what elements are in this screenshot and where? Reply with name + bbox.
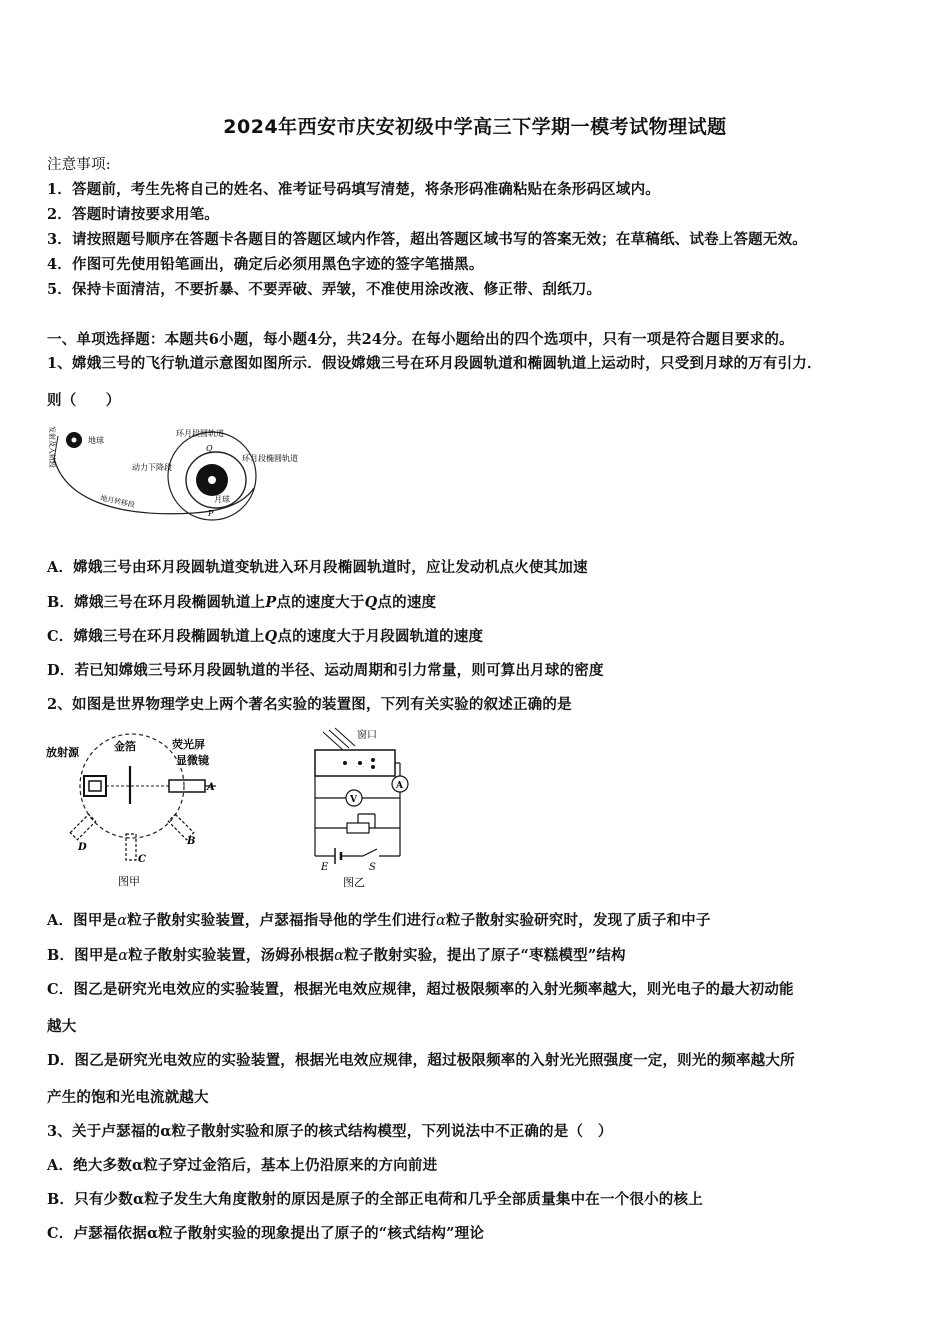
label-c: C	[138, 854, 146, 865]
q2-option-b-post: 粒子散射实验，提出了原子“枣糕模型”结构	[344, 947, 626, 964]
note-item-3: 3．请按照题号顺序在答题卡各题目的答题区域内作答，超出答题区域书写的答案无效；在草稿纸、试卷上答题无效。	[47, 231, 807, 248]
q2-option-b-mid: 粒子散射实验装置，汤姆孙根据	[128, 947, 335, 964]
q3-option-a: A．绝大多数α粒子穿过金箔后，基本上仍沿原来的方向前进	[47, 1157, 438, 1174]
label-ellipse-orbit: 环月段椭圆轨道	[242, 454, 298, 463]
label-e: E	[321, 862, 329, 873]
label-screen: 荧光屏	[172, 738, 205, 751]
label-launch: 发射及入轨段	[48, 426, 56, 468]
q1-stem-cont: 则（ ）	[47, 392, 121, 409]
q2-option-b-pre: B．图甲是	[47, 947, 119, 964]
label-earth: 地球	[88, 436, 104, 445]
q2-option-a-pre: A．图甲是	[47, 912, 118, 929]
q2-option-c-line1: C．图乙是研究光电效应的实验装置，根据光电效应规律，超过极限频率的入射光频率越大，则光电子的最大初动能	[47, 981, 794, 998]
label-transfer: 地月转移段	[99, 494, 136, 510]
label-microscope: 显微镜	[176, 754, 209, 767]
q1-option-b-post: 点的速度	[377, 594, 437, 611]
note-item-4: 4．作图可先使用铅笔画出，确定后必须用黑色字迹的签字笔描黑。	[47, 256, 484, 273]
label-descent: 动力下降段	[132, 463, 172, 472]
q1-option-c	[47, 625, 483, 646]
label-window: 窗口	[357, 730, 377, 741]
q1-option-b-pre: B．嫦娥三号在环月段椭圆轨道上	[47, 594, 266, 611]
q1-option-b-mid: 点的速度大于	[276, 594, 365, 611]
q2-option-a-mid: 粒子散射实验装置，卢瑟福指导他的学生们进行	[127, 912, 436, 929]
note-item-2: 2．答题时请按要求用笔。	[47, 206, 219, 223]
q2-option-c-line2: 越大	[47, 1018, 77, 1035]
q2-option-b-alpha2: α	[334, 948, 345, 964]
section-heading: 一、单项选择题：本题共6小题，每小题4分，共24分。在每小题给出的四个选项中，只有一项是符合题目要求的。	[47, 331, 794, 348]
label-voltmeter: V	[350, 795, 357, 805]
q2-option-b-alpha1: α	[118, 948, 129, 964]
q2-stem: 2、如图是世界物理学史上两个著名实验的装置图，下列有关实验的叙述正确的是	[47, 696, 572, 713]
q1-option-c-q: Q	[264, 628, 278, 645]
q2-option-a-alpha1: α	[117, 913, 128, 929]
page-title: 2024年西安市庆安初级中学高三下学期一模考试物理试题	[223, 116, 727, 138]
q1-option-c-post: 点的速度大于月段圆轨道的速度	[277, 628, 484, 645]
q1-option-a: A．嫦娥三号由环月段圆轨道变轨进入环月段椭圆轨道时，应让发动机点火使其加速	[47, 559, 588, 576]
label-moon: 月球	[214, 495, 230, 504]
q2-option-d-line2: 产生的饱和光电流就越大	[47, 1089, 209, 1106]
q1-option-b	[47, 591, 436, 612]
note-item-1: 1．答题前，考生先将自己的姓名、准考证号码填写清楚，将条形码准确粘贴在条形码区域内。	[47, 181, 660, 198]
label-d: D	[78, 842, 87, 853]
label-p: P	[208, 509, 214, 518]
q3-option-b: B．只有少数α粒子发生大角度散射的原因是原子的全部正电荷和几乎全部质量集中在一个很小的核上	[47, 1191, 703, 1208]
label-b: B	[187, 836, 196, 847]
label-circle-orbit: 环月段圆轨道	[176, 429, 224, 438]
q2-option-a-alpha2: α	[435, 913, 446, 929]
q2-figure-a	[44, 730, 234, 890]
q2-option-a-post: 粒子散射实验研究时，发现了质子和中子	[445, 912, 711, 929]
label-source: 放射源	[46, 746, 79, 759]
q2-option-a	[47, 909, 711, 930]
label-foil: 金箔	[114, 740, 136, 753]
q3-option-c: C．卢瑟福依据α粒子散射实验的现象提出了原子的“核式结构”理论	[47, 1225, 485, 1242]
q2-option-d-line1: D．图乙是研究光电效应的实验装置，根据光电效应规律，超过极限频率的入射光光照强度一定，则光的频率越大所	[47, 1052, 795, 1069]
label-s: S	[369, 862, 376, 873]
q1-option-d: D．若已知嫦娥三号环月段圆轨道的半径、运动周期和引力常量，则可算出月球的密度	[47, 662, 604, 679]
caption-b: 图乙	[343, 876, 365, 889]
note-item-5: 5．保持卡面清洁，不要折暴、不要弄破、弄皱，不准使用涂改液、修正带、刮纸刀。	[47, 281, 602, 298]
label-q: Q	[206, 444, 213, 453]
q1-option-c-pre: C．嫦娥三号在环月段椭圆轨道上	[47, 628, 265, 645]
q1-option-b-q: Q	[364, 594, 378, 611]
label-a: A	[207, 782, 215, 793]
q1-stem: 1、嫦娥三号的飞行轨道示意图如图所示．假设嫦娥三号在环月段圆轨道和椭圆轨道上运动时，只受到月球的万有引力．	[47, 355, 822, 372]
q2-option-b	[47, 944, 626, 965]
notes-heading: 注意事项:	[47, 157, 111, 173]
q3-stem: 3、关于卢瑟福的α粒子散射实验和原子的核式结构模型，下列说法中不正确的是（ ）	[47, 1123, 613, 1140]
q2-figure-b	[305, 724, 420, 890]
label-ammeter: A	[396, 781, 403, 791]
q1-orbit-figure	[44, 418, 314, 523]
caption-a: 图甲	[118, 875, 140, 888]
q1-option-b-p: P	[265, 594, 277, 611]
